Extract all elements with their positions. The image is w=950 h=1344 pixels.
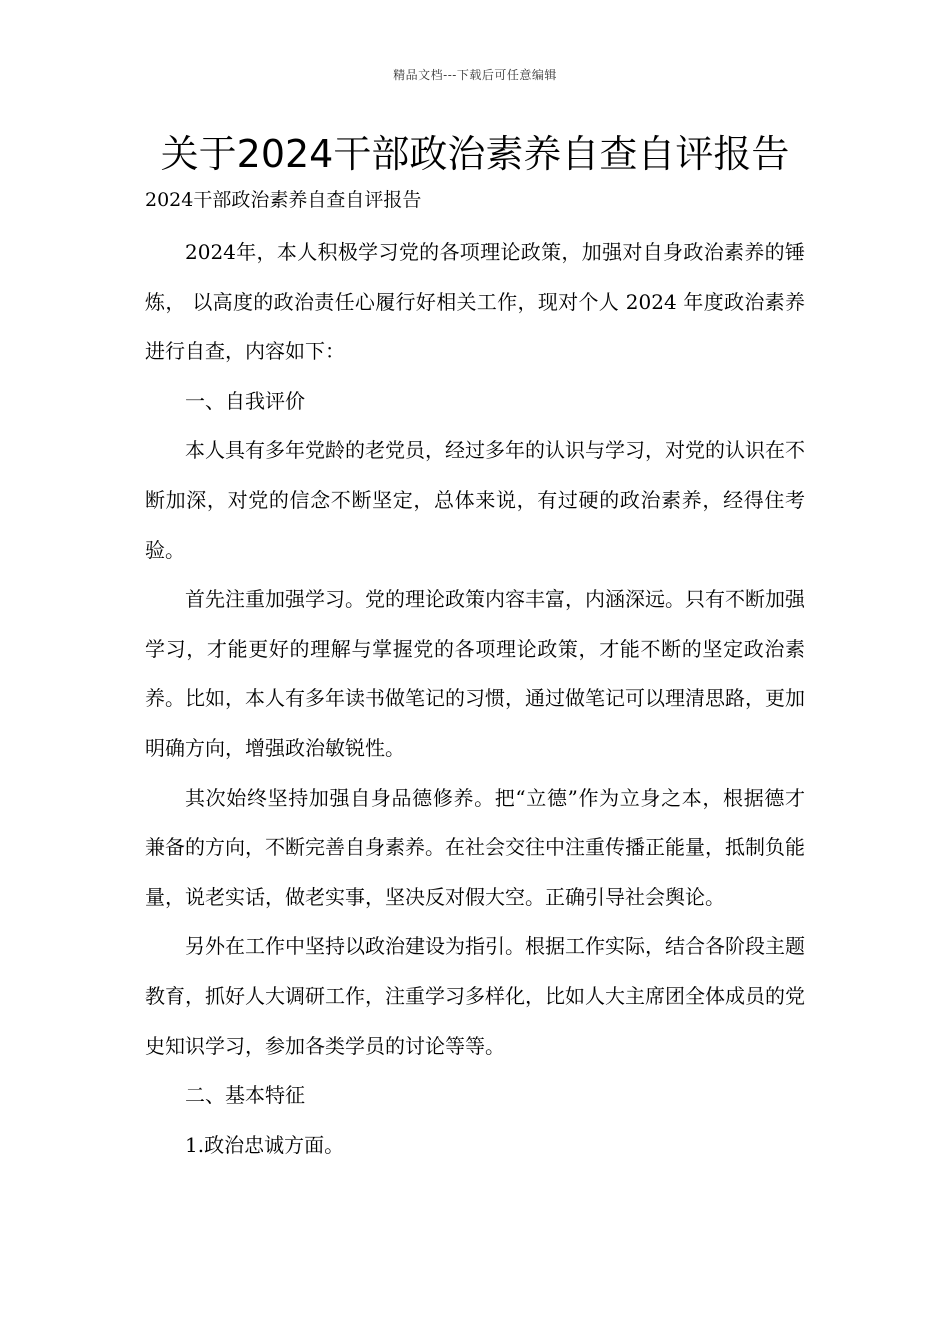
paragraph-work: 另外在工作中坚持以政治建设为指引。根据工作实际，结合各阶段主题教育，抓好人大调研工作，注重学习多样化，比如人大主席团全体成员的党史知识学习，参加各类学员的讨论等等。 [145,934,805,1058]
document-title: 关于2024干部政治素养自查自评报告 [160,132,790,176]
paragraph-intro: 2024年，本人积极学习党的各项理论政策，加强对自身政治素养的锤炼， 以高度的政治责任心履行好相关工作，现对个人 2024 年度政治素养进行自查，内容如下： [145,240,805,364]
header-note: 精品文档---下载后可任意编辑 [393,68,557,82]
paragraph-study: 首先注重加强学习。党的理论政策内容丰富，内涵深远。只有不断加强学习，才能更好的理解与掌握党的各项理论政策，才能不断的坚定政治素养。比如，本人有多年读书做笔记的习惯，通过做笔记可以理清思路，更加明确方向，增强政治敏锐性。 [145,587,805,760]
section-heading-self-evaluation: 一、自我评价 [185,388,305,413]
document-body [145,228,805,1170]
section-heading-basic-features: 二、基本特征 [185,1083,305,1108]
paragraph-morality: 其次始终坚持加强自身品德修养。把“立德”作为立身之本，根据德才兼备的方向，不断完善自身素养。在社会交往中注重传播正能量，抵制负能量，说老实话，做老实事，坚决反对假大空。正确引导社会舆论。 [145,785,805,909]
paragraph-self-evaluation: 本人具有多年党龄的老党员，经过多年的认识与学习，对党的认识在不断加深，对党的信念不断坚定，总体来说，有过硬的政治素养，经得住考验。 [145,438,805,562]
subsection-heading-loyalty: 1.政治忠诚方面。 [185,1132,345,1157]
document-subtitle: 2024干部政治素养自查自评报告 [145,189,422,211]
